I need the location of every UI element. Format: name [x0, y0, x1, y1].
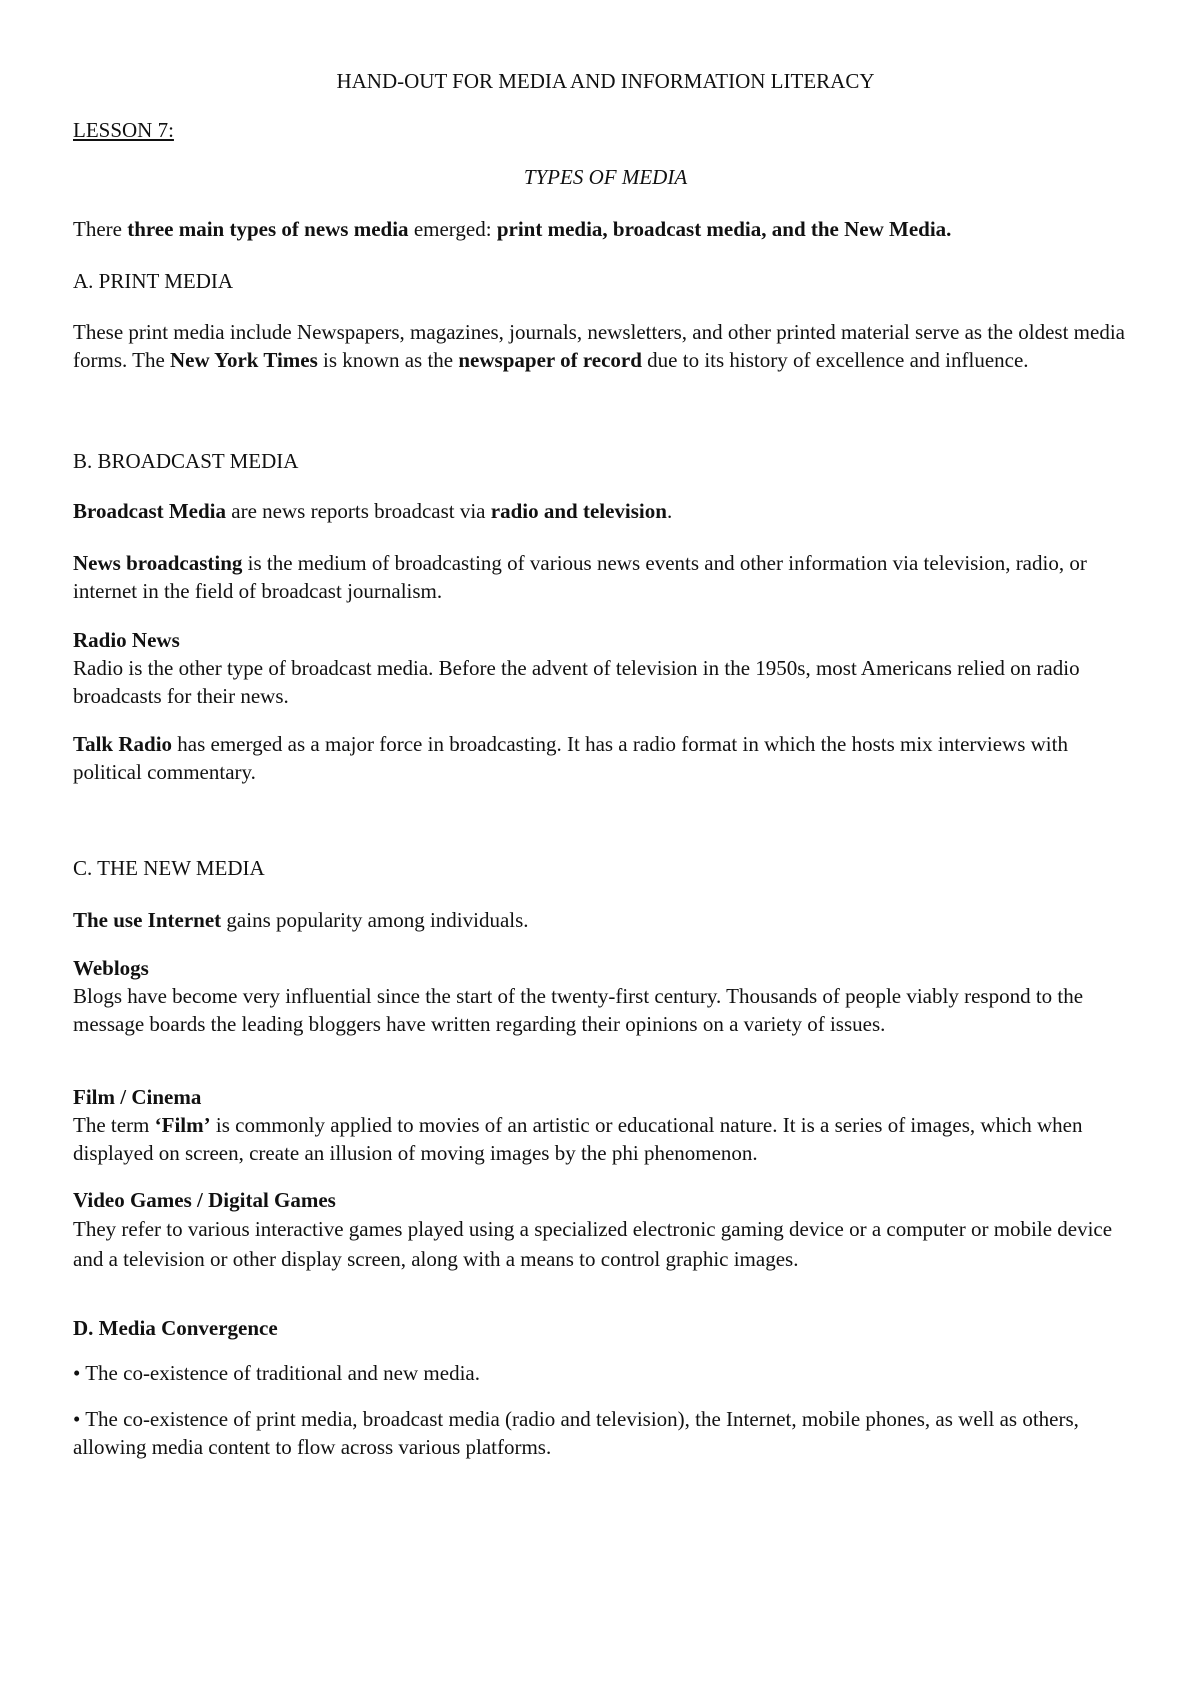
- radio-news-title: Radio News: [73, 628, 180, 652]
- broadcast-media-heading: B. BROADCAST MEDIA: [73, 449, 299, 473]
- weblogs-text: Blogs have become very influential since the start of the twenty-first century. Thousands of people viably respond to the message boards the leading bloggers have written regarding their opinions on a variety of issues.: [73, 984, 1084, 1036]
- radio-news-section: [73, 626, 1138, 710]
- convergence-bullet-2: • The co-existence of print media, broadcast media (radio and television), the Internet, mobile phones, as well as others, allowing media content to flow across various platforms.: [73, 1407, 1079, 1459]
- convergence-bullet-1: • The co-existence of traditional and new media.: [73, 1361, 480, 1385]
- lesson-label: LESSON 7:: [73, 118, 174, 142]
- intro-paragraph: There three main types of news media emerged: print media, broadcast media, and the New Media.: [73, 217, 952, 241]
- media-convergence-heading: D. Media Convergence: [73, 1316, 278, 1340]
- document-title: HAND-OUT FOR MEDIA AND INFORMATION LITERACY: [336, 69, 875, 93]
- film-section: Film / Cinema The term ‘Film’ is commonly applied to movies of an artistic or educational nature. It is a series of images, which when displayed on screen, create an illusion of moving images by the phi phenomenon.: [73, 1085, 1083, 1165]
- video-games-section: [73, 1186, 1138, 1274]
- weblogs-section: [73, 954, 1138, 1038]
- internet-paragraph: The use Internet gains popularity among individuals.: [73, 908, 529, 932]
- topic-title: TYPES OF MEDIA: [523, 165, 688, 189]
- radio-news-text: Radio is the other type of broadcast media. Before the advent of television in the 1950s, most Americans relied on radio broadcasts for their news.: [73, 656, 1080, 708]
- print-media-paragraph: These print media include Newspapers, magazines, journals, newsletters, and other printed material serve as the oldest media forms. The New York Times is known as the newspaper of record due to its history of excellence and influence.: [73, 320, 1125, 372]
- video-games-text: They refer to various interactive games played using a specialized electronic gaming device or a computer or mobile device and a television or other display screen, along with a means to control graphic images.: [73, 1217, 1113, 1271]
- weblogs-title: Weblogs: [73, 956, 149, 980]
- talk-radio-paragraph: Talk Radio has emerged as a major force in broadcasting. It has a radio format in which the hosts mix interviews with political commentary.: [73, 732, 1068, 784]
- document-page: [73, 0, 1138, 1696]
- film-title: Film / Cinema: [73, 1085, 202, 1109]
- new-media-heading: C. THE NEW MEDIA: [73, 856, 265, 880]
- print-media-heading: A. PRINT MEDIA: [73, 269, 234, 293]
- broadcast-media-definition: Broadcast Media are news reports broadcast via radio and television.: [73, 499, 673, 523]
- news-broadcasting-paragraph: News broadcasting is the medium of broadcasting of various news events and other information via television, radio, or internet in the field of broadcast journalism.: [73, 551, 1087, 603]
- video-games-title: Video Games / Digital Games: [73, 1188, 336, 1212]
